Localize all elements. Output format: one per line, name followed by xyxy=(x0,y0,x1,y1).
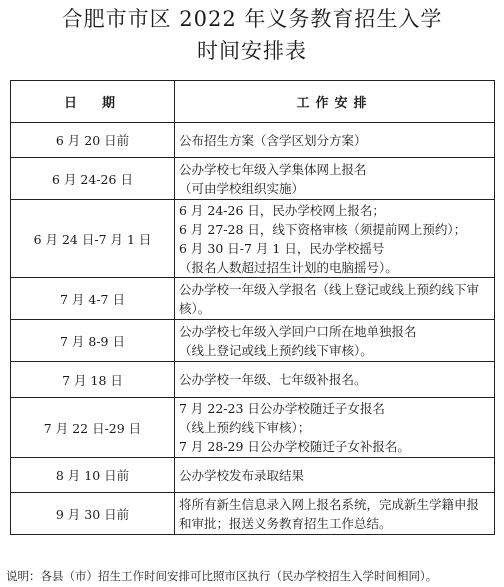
table-row xyxy=(11,278,495,320)
arrangement-line: 6 月 27-28 日，线下资格审核（须提前网上预约）； xyxy=(179,221,467,237)
table-row xyxy=(11,398,495,458)
row-arrangement xyxy=(175,493,495,535)
arrangement-line: 7 月 28-29 日公办学校随迁子女补报名。 xyxy=(179,439,410,454)
row-date: 6 月 20 日前 xyxy=(11,123,175,158)
table-row xyxy=(11,123,495,158)
table-row xyxy=(11,158,495,200)
arrangement-line: 公办学校一年级入学报名（线上登记或线上预约线下审 xyxy=(179,281,480,297)
row-arrangement xyxy=(175,362,495,398)
document-title-line2: 时间安排表 xyxy=(197,39,307,63)
row-arrangement xyxy=(175,123,495,158)
arrangement-line: 公办学校七年级入学集体网上报名 xyxy=(179,161,367,177)
table-row xyxy=(11,458,495,493)
row-date: 6 月 24 日-7 月 1 日 xyxy=(11,200,175,278)
arrangement-line: 公办学校七年级入学回户口所在地单独报名 xyxy=(179,323,417,339)
header-date: 日 期 xyxy=(11,81,175,123)
row-date: 8 月 10 日前 xyxy=(11,458,175,493)
table-row xyxy=(11,320,495,362)
arrangement-line: 和审批；报送义务教育招生工作总结。 xyxy=(179,515,392,531)
header-arrangement: 工作安排 xyxy=(175,81,495,123)
table-row xyxy=(11,362,495,398)
schedule-table xyxy=(10,80,495,535)
arrangement-line: 6 月 24-26 日，民办学校网上报名； xyxy=(179,202,385,218)
table-row xyxy=(11,493,495,535)
arrangement-line: 公办学校发布录取结果 xyxy=(179,467,305,483)
row-date: 7 月 8-9 日 xyxy=(11,320,175,362)
row-arrangement xyxy=(175,320,495,362)
arrangement-line: （线上登记或线上预约线下审核）。 xyxy=(179,342,373,358)
arrangement-line: 将所有新生信息录入网上报名系统，完成新生学籍申报 xyxy=(179,496,480,512)
arrangement-line: 公办学校一年级、七年级补报名。 xyxy=(179,372,367,387)
arrangement-line: （报名人数超过招生计划的电脑摇号）。 xyxy=(179,259,398,275)
row-arrangement xyxy=(175,458,495,493)
arrangement-line: 公布招生方案（含学区划分方案） xyxy=(179,132,367,148)
arrangement-line: 7 月 22-23 日公办学校随迁子女报名 xyxy=(179,401,385,416)
document-title-line1: 合肥市市区 2022 年义务教育招生入学 xyxy=(61,7,443,31)
arrangement-line: （可由学校组织实施） xyxy=(179,180,305,196)
row-date: 6 月 24-26 日 xyxy=(11,158,175,200)
arrangement-line: （线上预约线下审核）； xyxy=(179,420,311,435)
row-date: 9 月 30 日前 xyxy=(11,493,175,535)
footnote: 说明：各县（市）招生工作时间安排可比照市区执行（民办学校招生入学时间相同）。 xyxy=(6,569,438,583)
row-arrangement xyxy=(175,158,495,200)
row-arrangement xyxy=(175,398,495,458)
row-arrangement xyxy=(175,200,495,278)
row-date: 7 月 4-7 日 xyxy=(11,278,175,320)
table-header-row xyxy=(11,81,495,123)
row-arrangement xyxy=(175,278,495,320)
arrangement-line: 6 月 30 日-7 月 1 日，民办学校摇号 xyxy=(179,240,385,256)
table-row xyxy=(11,200,495,278)
row-date: 7 月 22 日-29 日 xyxy=(11,398,175,458)
row-date: 7 月 18 日 xyxy=(11,362,175,398)
arrangement-line: 核）。 xyxy=(179,300,211,316)
